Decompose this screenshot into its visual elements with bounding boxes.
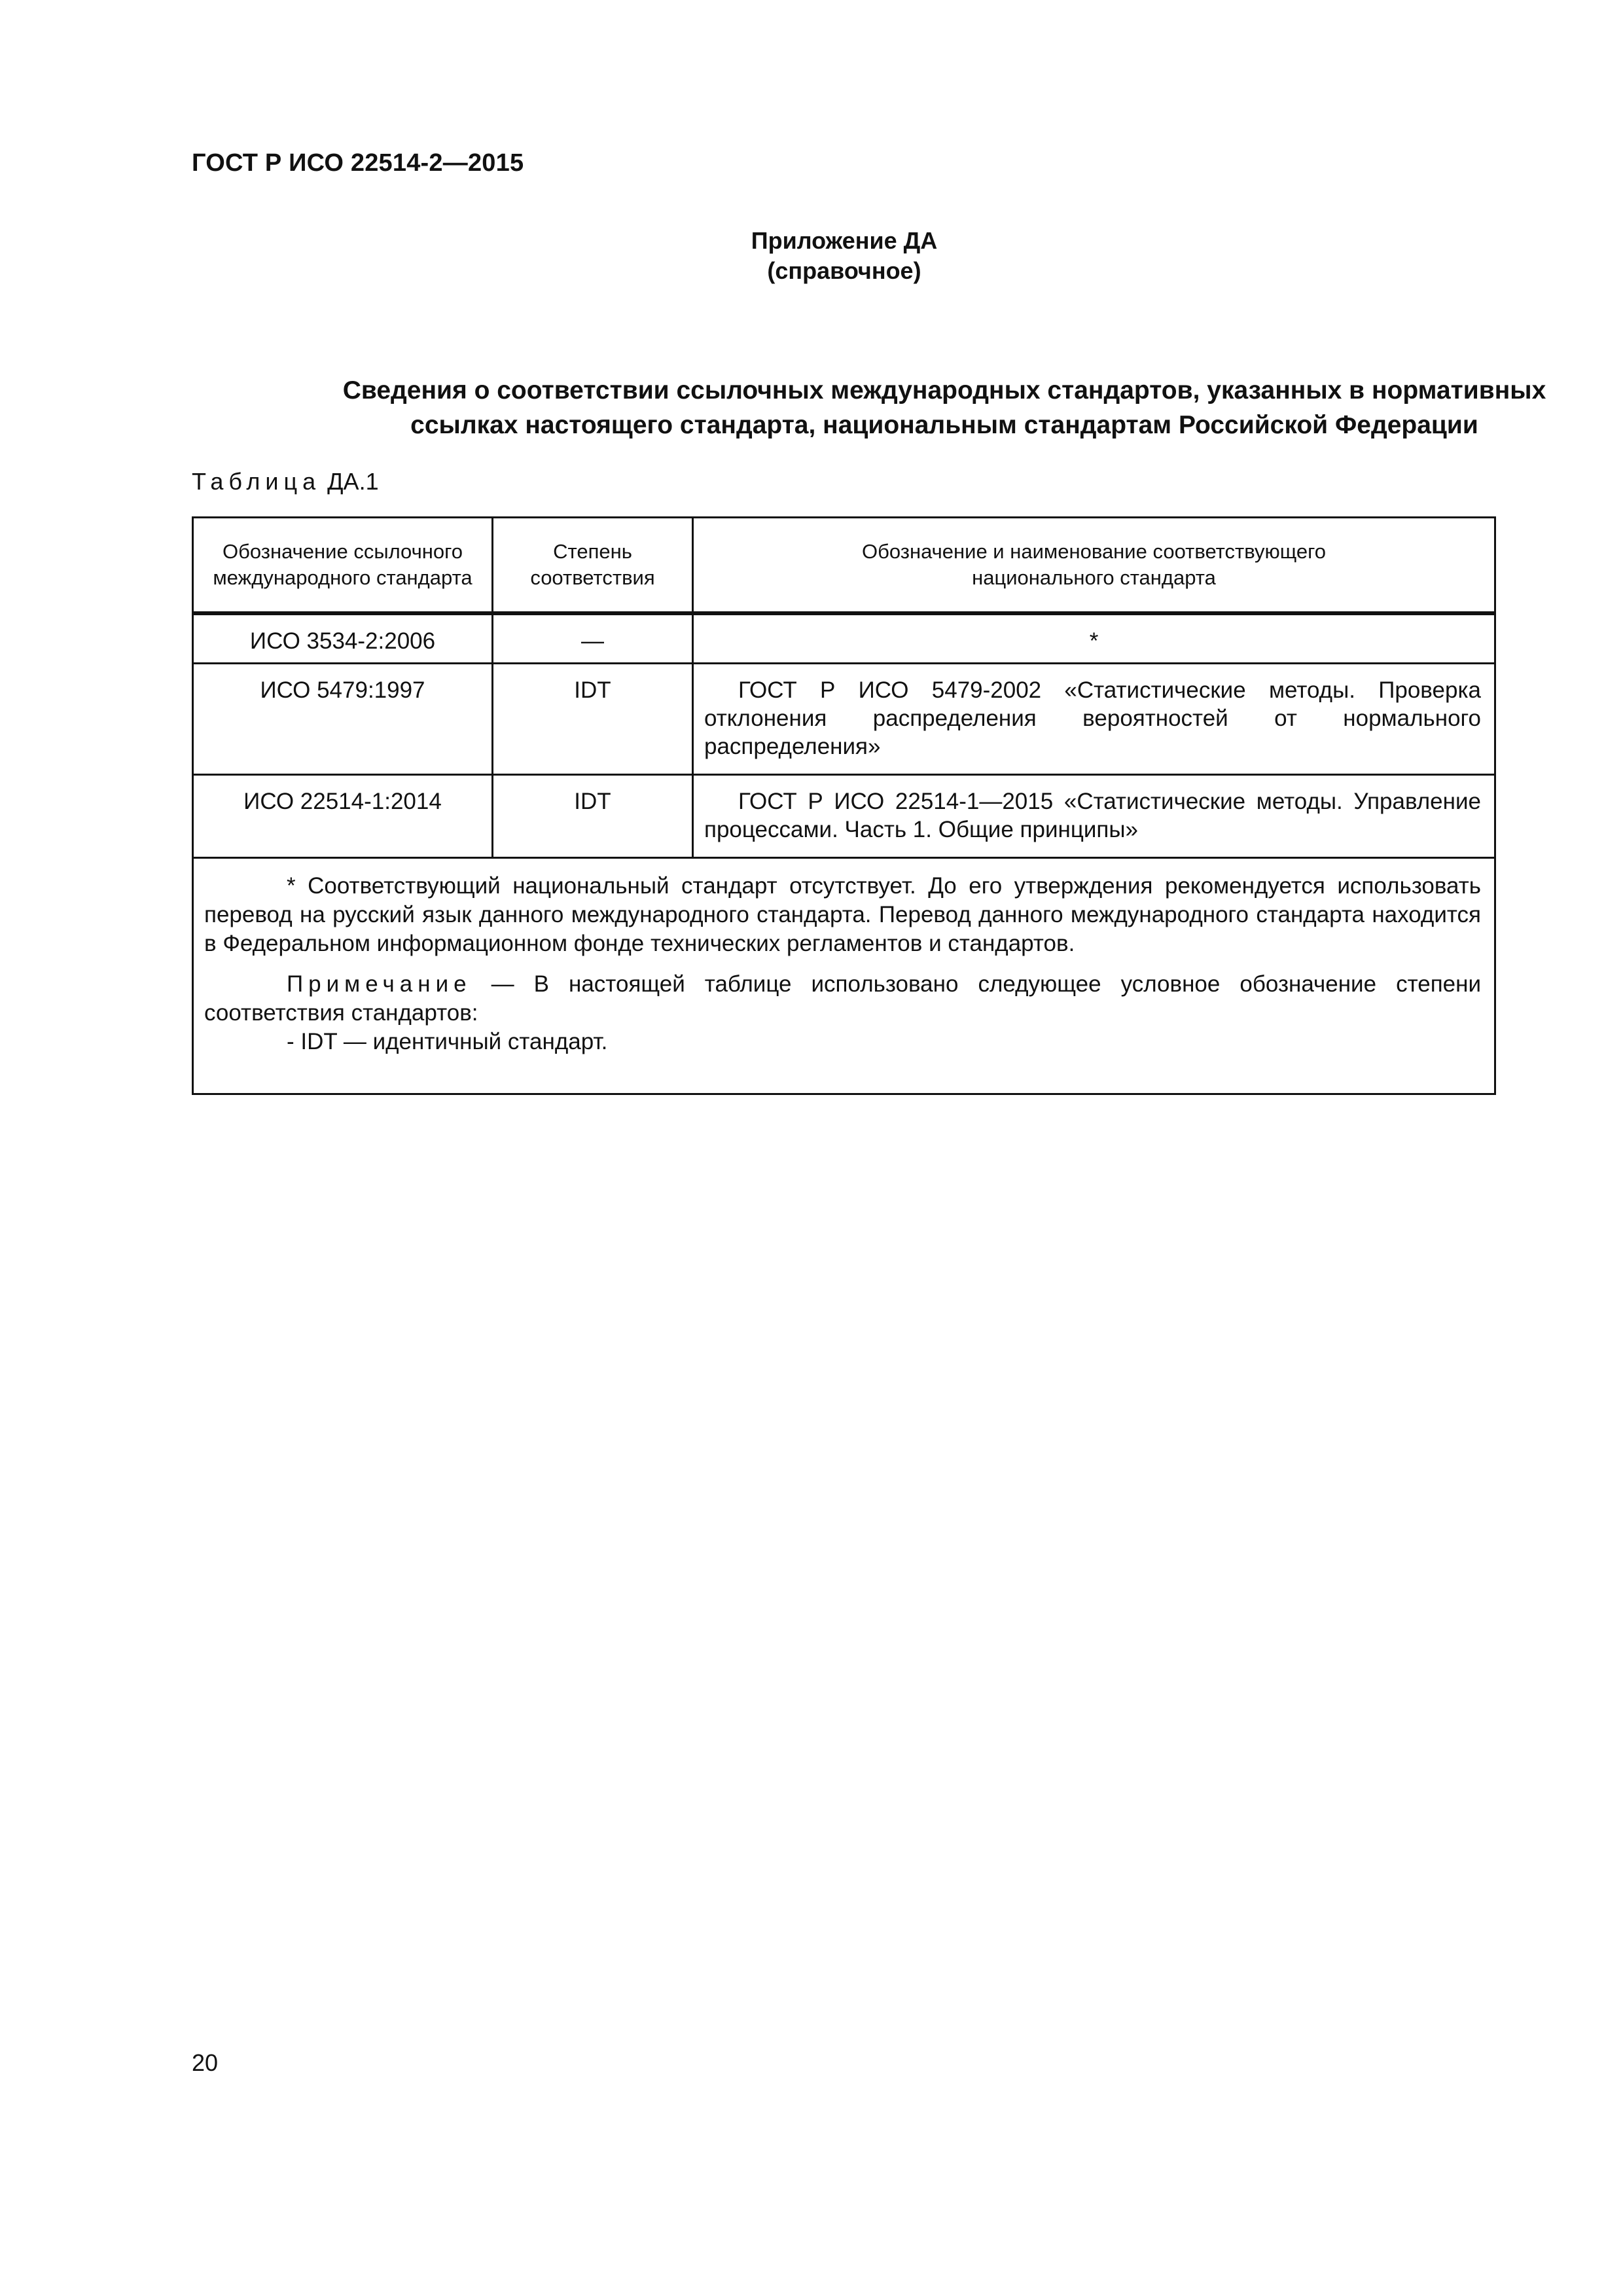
column-header-degree-label: Степень соответствия [530,540,655,589]
cell-degree: — [493,613,693,663]
cell-national-text: ГОСТ Р ИСО 5479-2002 «Статистические методы. Проверка отклонения распределения вероятностей от нормального распределения» [704,677,1481,759]
cell-national [693,663,1495,774]
table-row [193,613,1495,663]
note-label: Примечание [287,971,472,997]
table-row [193,663,1495,774]
column-header-intl-label: Обозначение ссылочного международного стандарта [213,540,473,589]
note [204,970,1481,1028]
page-number: 20 [192,2049,219,2076]
correspondence-table [192,516,1496,1095]
note-item: - IDT — идентичный стандарт. [287,1028,608,1054]
table-footer [193,857,1495,1094]
cell-intl: ИСО 5479:1997 [193,663,493,774]
footnote: * Соответствующий национальный стандарт отсутствует. До его утверждения рекомендуется использовать перевод на русский язык данного международного стандарта. Перевод данного международного стандарта находится в Федеральном информационном фонде технических регламентов и стандартов. [204,872,1481,956]
table-label-number: ДА.1 [327,468,379,495]
table-header-row [193,518,1495,614]
cell-intl: ИСО 3534-2:2006 [193,613,493,663]
note-text: — В настоящей таблице использовано следующее условное обозначение степени соответствия стандартов: [204,971,1481,1026]
section-heading [192,373,1623,442]
table-row [193,774,1495,857]
table-label-prefix: Таблица [192,468,321,495]
cell-degree: IDT [493,663,693,774]
document-code: ГОСТ Р ИСО 22514-2—2015 [192,149,524,177]
column-header-national-label: Обозначение и наименование соответствующего национального стандарта [861,540,1327,589]
table-footer-row [193,857,1495,1094]
heading-line-1: Сведения о соответствии ссылочных международных стандартов, указанных в нормативных [342,376,1546,404]
cell-national [693,774,1495,857]
heading-line-2: ссылках настоящего стандарта, национальным стандартам Российской Федерации [410,411,1478,439]
column-header-intl [193,518,493,614]
cell-national-text: ГОСТ Р ИСО 22514-1—2015 «Статистические методы. Управление процессами. Часть 1. Общие принципы» [704,788,1481,842]
table-label [192,468,379,495]
appendix-block [0,226,1623,286]
cell-intl: ИСО 22514-1:2014 [193,774,493,857]
appendix-type: (справочное) [767,257,921,284]
column-header-degree [493,518,693,614]
cell-national: * [693,613,1495,663]
column-header-national [693,518,1495,614]
appendix-title: Приложение ДА [751,227,938,254]
cell-degree: IDT [493,774,693,857]
